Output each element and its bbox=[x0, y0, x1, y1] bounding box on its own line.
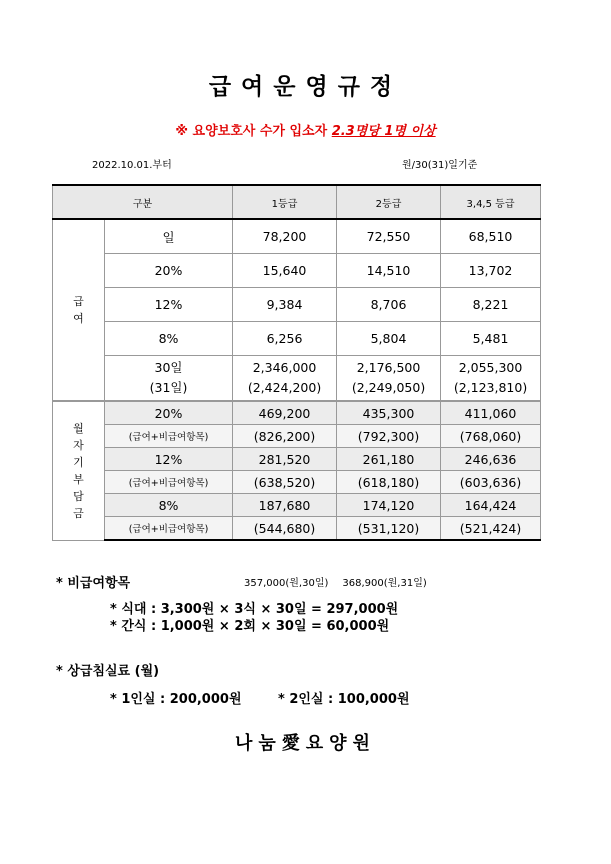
header-grade-345: 3,4,5 등급 bbox=[441, 185, 541, 219]
cell: (531,120) bbox=[337, 517, 441, 541]
table-row bbox=[53, 425, 541, 448]
unit-basis: 원/30(31)일기준 bbox=[402, 160, 478, 171]
cell: 261,180 bbox=[337, 448, 441, 471]
row-label: 12% bbox=[105, 448, 233, 471]
meal-cost: * 식대 : 3,300원 × 3식 × 30일 = 297,000원 bbox=[110, 602, 399, 617]
header-grade-1: 1등급 bbox=[233, 185, 337, 219]
cell: 435,300 bbox=[337, 401, 441, 425]
row-label: 12% bbox=[105, 288, 233, 322]
page-title: 급여운영규정 bbox=[208, 74, 403, 100]
row-label: (급여+비급여항목) bbox=[105, 517, 233, 541]
non-benefit-label: * 비급여항목 bbox=[56, 576, 131, 591]
cell: 281,520 bbox=[233, 448, 337, 471]
header-category: 구분 bbox=[53, 185, 233, 219]
header-grade-2: 2등급 bbox=[337, 185, 441, 219]
cell: (792,300) bbox=[337, 425, 441, 448]
room-fee-label: * 상급침실료 (월) bbox=[56, 664, 160, 679]
double-room-fee: * 2인실 : 100,000원 bbox=[278, 692, 410, 707]
cell: (638,520) bbox=[233, 471, 337, 494]
effective-date: 2022.10.01.부터 bbox=[92, 160, 172, 171]
row-label: 일 bbox=[105, 219, 233, 254]
cell: 8,706 bbox=[337, 288, 441, 322]
cell: 13,702 bbox=[441, 254, 541, 288]
non-benefit-values bbox=[244, 574, 427, 589]
cell: 5,481 bbox=[441, 322, 541, 356]
row-label: 30일 (31일) bbox=[105, 356, 233, 402]
row-label: (급여+비급여항목) bbox=[105, 471, 233, 494]
cell: 9,384 bbox=[233, 288, 337, 322]
cell: 68,510 bbox=[441, 219, 541, 254]
cell: (618,180) bbox=[337, 471, 441, 494]
cell: 187,680 bbox=[233, 494, 337, 517]
row-label: 20% bbox=[105, 254, 233, 288]
non-benefit-31-days: 368,900(원,31일) bbox=[342, 578, 427, 589]
cell: 15,640 bbox=[233, 254, 337, 288]
row-label: 8% bbox=[105, 494, 233, 517]
staffing-notice bbox=[0, 120, 611, 139]
table-row bbox=[53, 448, 541, 471]
cell: 469,200 bbox=[233, 401, 337, 425]
cell: 246,636 bbox=[441, 448, 541, 471]
table-row bbox=[53, 401, 541, 425]
cell: 5,804 bbox=[337, 322, 441, 356]
cell: 174,120 bbox=[337, 494, 441, 517]
cell: 2,055,300 (2,123,810) bbox=[441, 356, 541, 402]
cell: 72,550 bbox=[337, 219, 441, 254]
cell: 6,256 bbox=[233, 322, 337, 356]
table-header-row bbox=[53, 185, 541, 219]
cell: 2,346,000 (2,424,200) bbox=[233, 356, 337, 402]
table-row-monthly bbox=[53, 356, 541, 402]
cell: 2,176,500 (2,249,050) bbox=[337, 356, 441, 402]
cell: 78,200 bbox=[233, 219, 337, 254]
cell: (603,636) bbox=[441, 471, 541, 494]
table-row bbox=[53, 517, 541, 541]
table-row bbox=[53, 322, 541, 356]
cell: 14,510 bbox=[337, 254, 441, 288]
cell: (826,200) bbox=[233, 425, 337, 448]
staffing-notice-prefix: ※ 요양보호사 수가 입소자 bbox=[175, 124, 332, 139]
table-row bbox=[53, 494, 541, 517]
non-benefit-30-days: 357,000(원,30일) bbox=[244, 578, 329, 589]
section-copay: 월 자 기 부 담 금 bbox=[53, 401, 105, 540]
row-label: 20% bbox=[105, 401, 233, 425]
cell: (768,060) bbox=[441, 425, 541, 448]
fee-table bbox=[52, 184, 541, 541]
row-label: (급여+비급여항목) bbox=[105, 425, 233, 448]
row-label: 8% bbox=[105, 322, 233, 356]
single-room-fee: * 1인실 : 200,000원 bbox=[110, 692, 242, 707]
table-row bbox=[53, 288, 541, 322]
cell: 8,221 bbox=[441, 288, 541, 322]
cell: (544,680) bbox=[233, 517, 337, 541]
staffing-ratio: 2.3명당 1명 이상 bbox=[331, 124, 436, 139]
facility-name: 나눔愛요양원 bbox=[235, 733, 376, 754]
table-row bbox=[53, 471, 541, 494]
section-benefit: 급 여 bbox=[53, 219, 105, 401]
cell: 411,060 bbox=[441, 401, 541, 425]
snack-cost: * 간식 : 1,000원 × 2회 × 30일 = 60,000원 bbox=[110, 619, 390, 634]
cell: (521,424) bbox=[441, 517, 541, 541]
cell: 164,424 bbox=[441, 494, 541, 517]
table-row bbox=[53, 219, 541, 254]
table-row bbox=[53, 254, 541, 288]
